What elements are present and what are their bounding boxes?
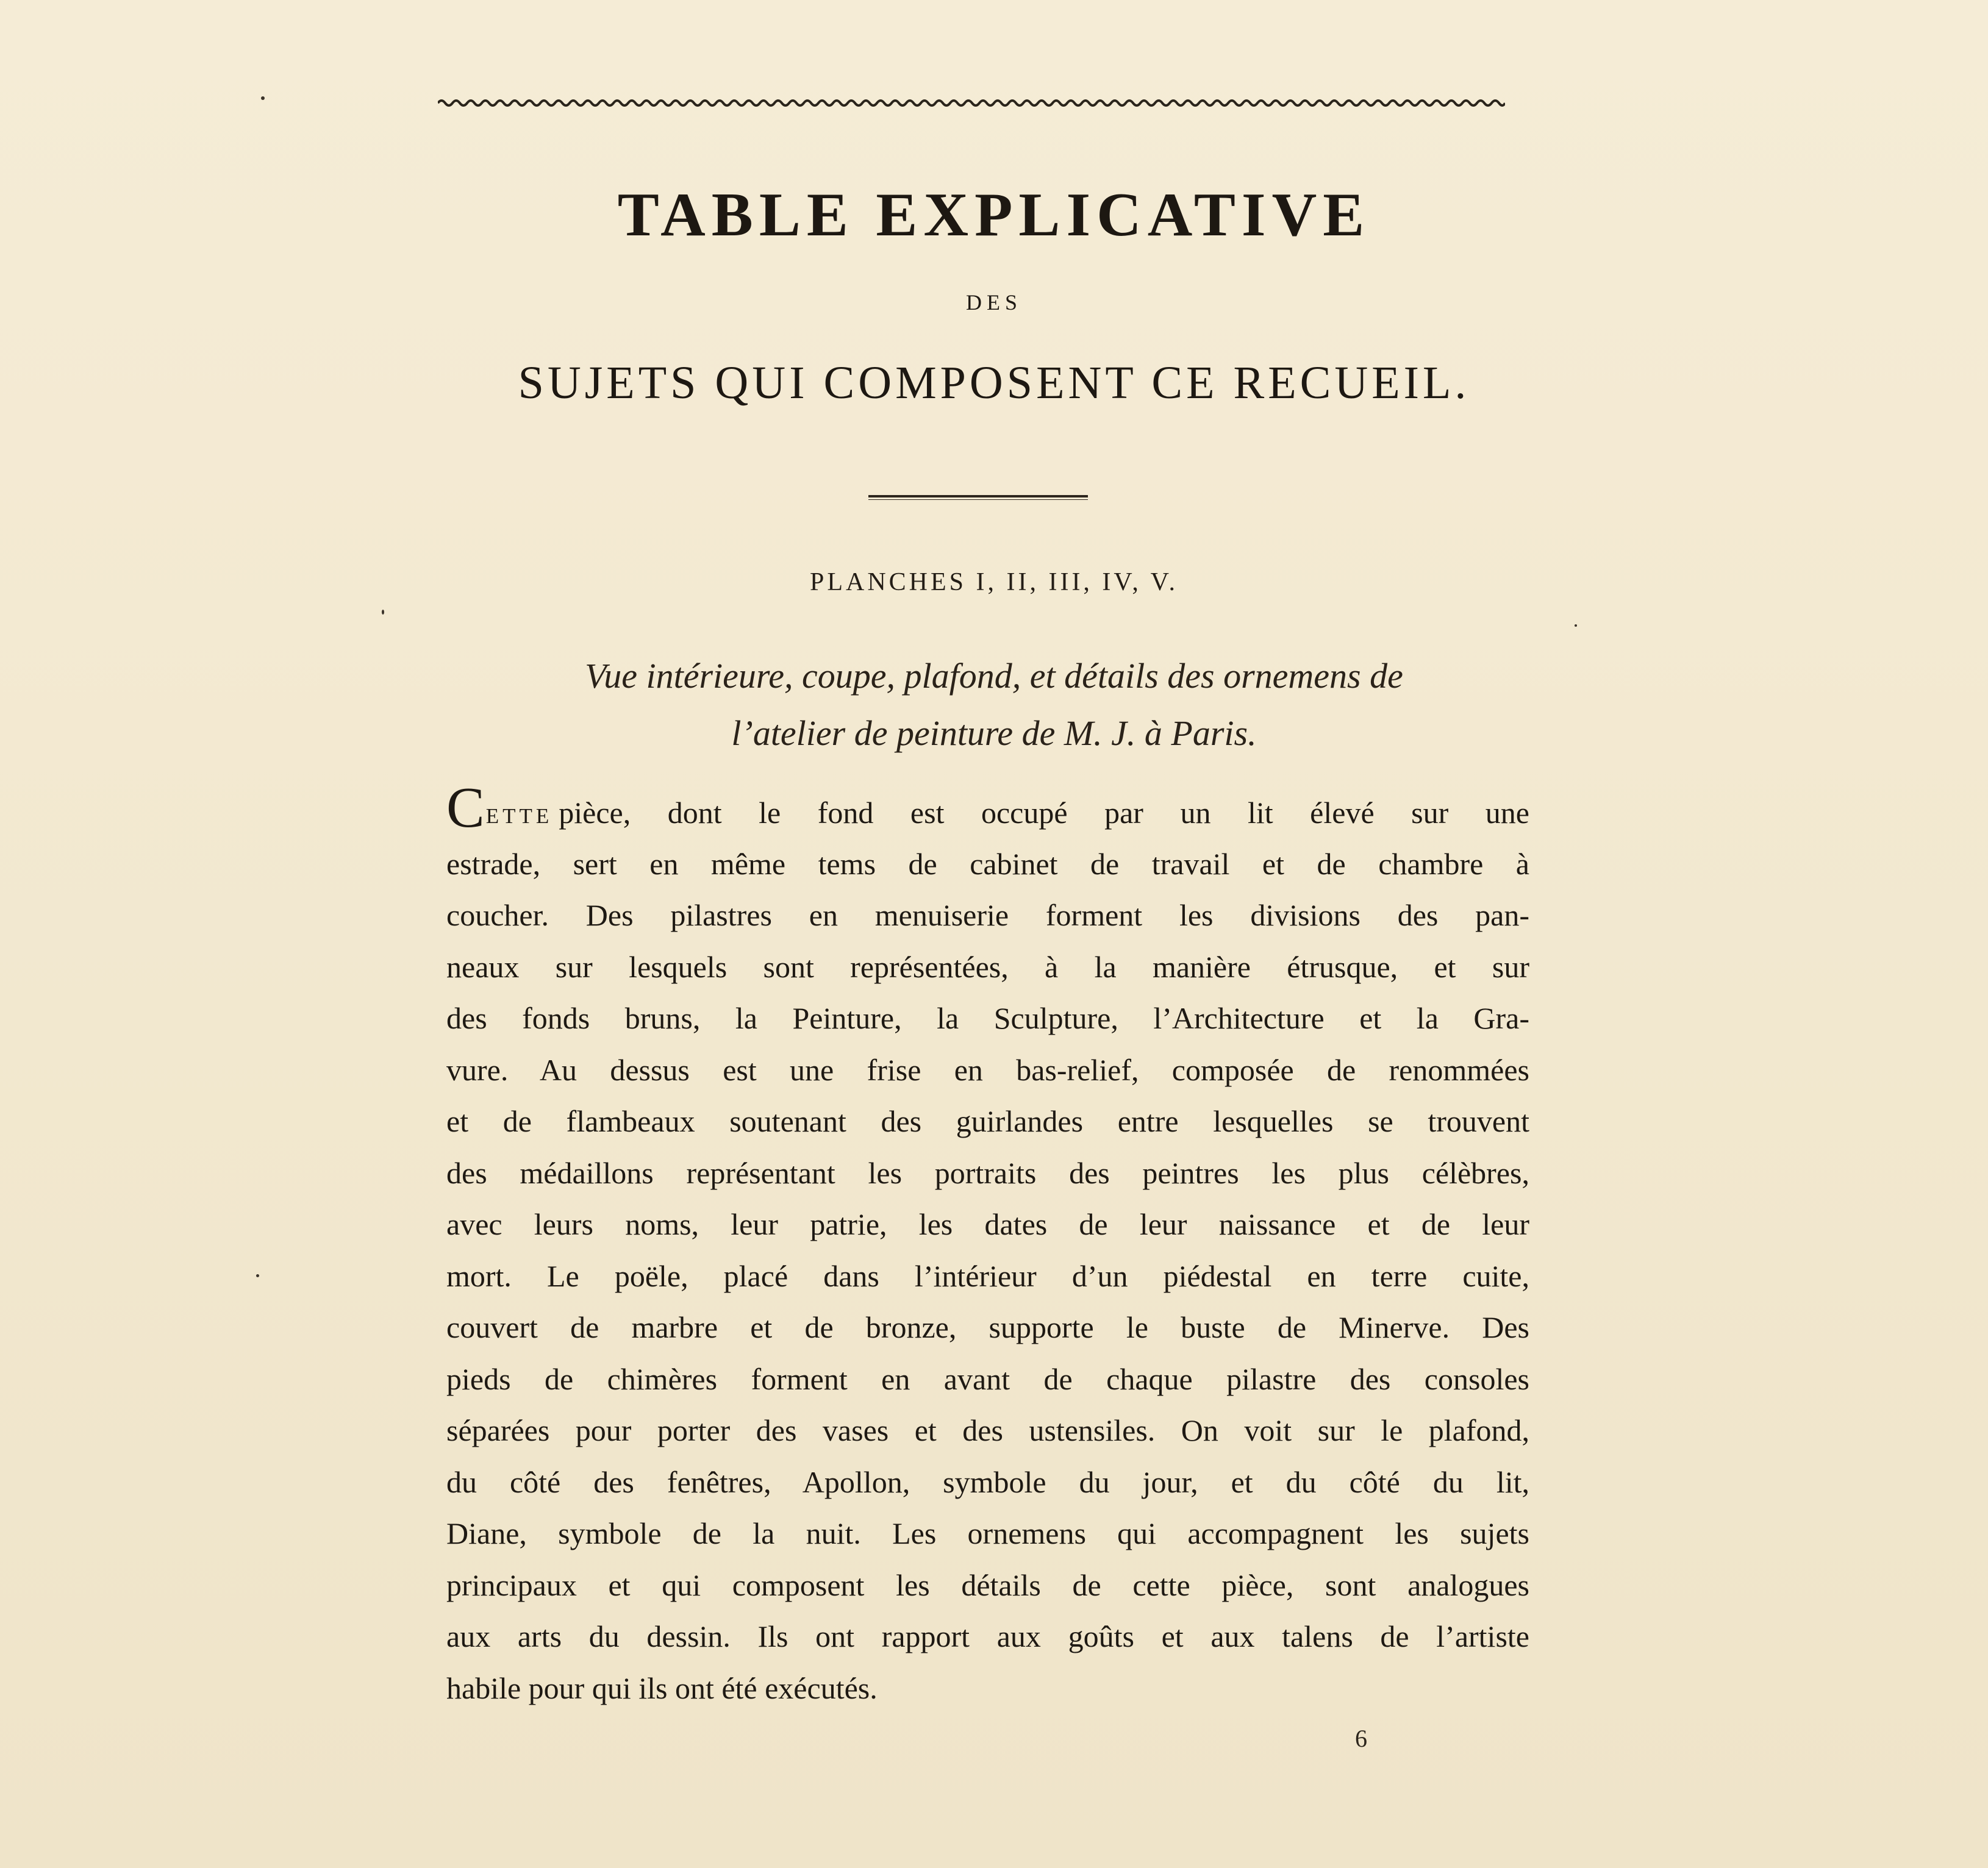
body-line	[446, 786, 1529, 838]
body-line: vure. Au dessus est une frise en bas-relief, composée de renommées	[446, 1052, 1529, 1087]
body-line: des fonds bruns, la Peinture, la Sculpture, l’Architecture et la Gra-	[446, 1001, 1529, 1035]
subtitle: SUJETS QUI COMPOSENT CE RECUEIL.	[518, 357, 1470, 408]
body-line: Diane, symbole de la nuit. Les ornemens qui accompagnent les sujets	[446, 1516, 1529, 1550]
body-line: mort. Le poële, placé dans l’intérieur d’un piédestal en terre cuite,	[446, 1258, 1529, 1293]
body-line: et de flambeaux soutenant des guirlandes entre lesquelles se trouvent	[446, 1104, 1529, 1138]
signature-mark: 6	[1355, 1725, 1367, 1752]
title-connector: DES	[965, 290, 1022, 315]
plates-heading: PLANCHES I, II, III, IV, V.	[809, 568, 1178, 596]
body-line: couvert de marbre et de bronze, supporte le buste de Minerve. Des	[446, 1310, 1529, 1344]
body-line: coucher. Des pilastres en menuiserie forment les divisions des pan-	[446, 898, 1529, 932]
main-title: TABLE EXPLICATIVE	[617, 180, 1371, 249]
paper-speck	[256, 1274, 259, 1277]
drop-cap: C	[446, 786, 485, 838]
paper-speck	[382, 610, 384, 615]
plate-description	[0, 647, 1988, 762]
body-line: estrade, sert en même tems de cabinet de travail et de chambre à	[446, 846, 1529, 881]
body-line: neaux sur lesquels sont représentées, à la manière étrusque, et sur	[446, 949, 1529, 984]
plate-description-line: Vue intérieure, coupe, plafond, et détails des ornemens de	[585, 656, 1403, 696]
paper-speck	[1575, 624, 1577, 627]
body-line: du côté des fenêtres, Apollon, symbole du jour, et du côté du lit,	[446, 1464, 1529, 1499]
body-paragraph	[446, 786, 1529, 1714]
body-line: séparées pour porter des vases et des ustensiles. On voit sur le plafond,	[446, 1413, 1529, 1447]
ornamental-rule	[438, 98, 1505, 109]
body-line: pieds de chimères forment en avant de chaque pilastre des consoles	[446, 1361, 1529, 1396]
body-line: avec leurs noms, leur patrie, les dates de leur naissance et de leur	[446, 1207, 1529, 1241]
body-line: des médaillons représentant les portraits des peintres les plus célèbres,	[446, 1155, 1529, 1190]
section-divider	[868, 495, 1088, 497]
body-line: principaux et qui composent les détails de cette pièce, sont analogues	[446, 1567, 1529, 1602]
first-line-text: pièce, dont le fond est occupé par un lit élevé sur une	[559, 796, 1529, 830]
body-line-last: habile pour qui ils ont été exécutés.	[446, 1670, 878, 1705]
paper-speck	[261, 96, 265, 100]
body-line: aux arts du dessin. Ils ont rapport aux goûts et aux talens de l’artiste	[446, 1619, 1529, 1653]
plate-description-line: l’atelier de peinture de M. J. à Paris.	[731, 713, 1257, 753]
lead-smallcaps: ette	[485, 796, 553, 830]
